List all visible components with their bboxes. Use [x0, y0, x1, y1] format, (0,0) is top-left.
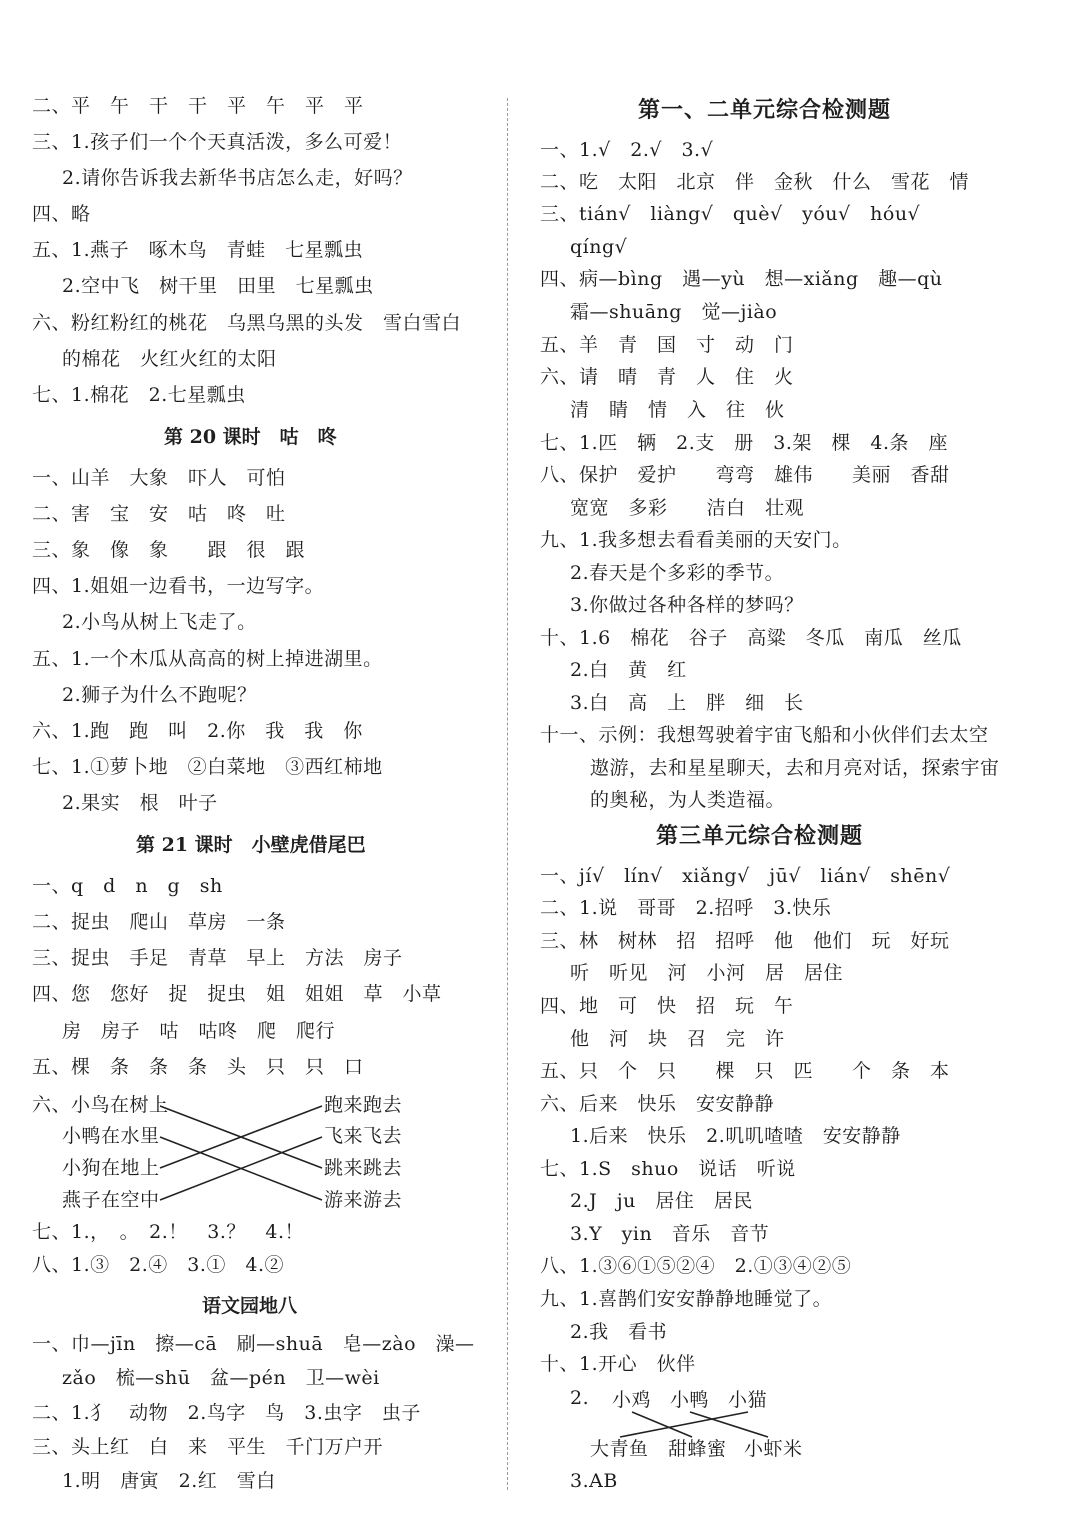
answer-line: 二、吃 太阳 北京 伴 金秋 什么 雪花 情 — [540, 171, 970, 193]
matching-lines — [540, 0, 1060, 1514]
answer-line: 2.果实 根 叶子 — [62, 792, 218, 814]
answer-line: 清 睛 情 入 往 伙 — [570, 399, 785, 421]
answer-line: 1.明 唐寅 2.红 雪白 — [62, 1470, 276, 1492]
answer-line: 一、山羊 大象 吓人 可怕 — [32, 467, 286, 489]
answer-line: 六、1.跑 跑 叫 2.你 我 我 你 — [32, 720, 363, 742]
column-divider — [507, 98, 508, 1490]
answer-line: 五、只 个 只 棵 只 匹 个 条 本 — [540, 1060, 950, 1082]
answer-line: 四、地 可 快 招 玩 午 — [540, 995, 794, 1017]
answer-line: 2.请你告诉我去新华书店怎么走，好吗？ — [62, 167, 413, 189]
answer-line: 他 河 块 召 完 许 — [570, 1028, 785, 1050]
answer-line: 七、1.S shuo 说话 听说 — [540, 1158, 796, 1180]
answer-line: 3.Y yin 音乐 音节 — [570, 1223, 770, 1245]
answer-line: qíng√ — [570, 236, 628, 258]
answer-line: 三、捉虫 手足 青草 早上 方法 房子 — [32, 947, 403, 969]
answer-line: 的奥秘，为人类造福。 — [590, 789, 786, 811]
section-title-lesson-21: 第 21 课时 小壁虎借尾巴 — [136, 834, 366, 856]
match-right-item: 游来游去 — [324, 1189, 403, 1211]
answer-line: 六、后来 快乐 安安静静 — [540, 1093, 775, 1115]
answer-line: 二、1.犭 动物 2.鸟字 鸟 3.虫字 虫子 — [32, 1402, 421, 1424]
answer-line: 三、tián√ liàng√ què√ yóu√ hóu√ — [540, 203, 921, 225]
answer-line: 八、1.③⑥①⑤②④ 2.①③④②⑤ — [540, 1255, 852, 1277]
section-title-unit-3-test: 第三单元综合检测题 — [656, 823, 864, 849]
answer-line: 的棉花 火红火红的太阳 — [62, 348, 277, 370]
answer-line: 1.后来 快乐 2.叽叽喳喳 安安静静 — [570, 1125, 901, 1147]
answer-line: 四、1.姐姐一边看书，一边写字。 — [32, 575, 325, 597]
answer-line: 2.空中飞 树干里 田里 七星瓢虫 — [62, 275, 374, 297]
match-left-item: 燕子在空中 — [62, 1189, 160, 1211]
answer-line: 四、略 — [32, 203, 91, 225]
section-title-garden-8: 语文园地八 — [202, 1295, 298, 1317]
answer-line: 三、头上红 白 来 平生 千门万户开 — [32, 1436, 384, 1458]
answer-line: 二、害 宝 安 咕 咚 吐 — [32, 503, 286, 525]
answer-line: 一、jí√ lín√ xiǎng√ jū√ lián√ shēn√ — [540, 865, 951, 887]
match-bottom-item: 大青鱼 — [590, 1438, 649, 1460]
answer-line: 七、1.， 。 2.！ 3.？ 4.！ — [32, 1221, 305, 1243]
answer-line: 遨游，去和星星聊天，去和月亮对话，探索宇宙 — [590, 757, 1000, 779]
answer-line: 2.小鸟从树上飞走了。 — [62, 611, 257, 633]
answer-line: 七、1.棉花 2.七星瓢虫 — [32, 384, 246, 406]
match-bottom-item: 小虾米 — [744, 1438, 803, 1460]
match-top-item: 小鸡 — [612, 1389, 652, 1411]
answer-line: 九、1.喜鹊们安安静静地睡觉了。 — [540, 1288, 833, 1310]
answer-line: 霜—shuāng 觉—jiào — [570, 301, 778, 323]
match-left-item: 小狗在地上 — [62, 1157, 160, 1179]
answer-line: 三、1.孩子们一个个天真活泼，多么可爱！ — [32, 131, 403, 153]
answer-line: 3.AB — [570, 1470, 618, 1492]
answer-line: 二、1.说 哥哥 2.招呼 3.快乐 — [540, 897, 832, 919]
match-top-item: 小猫 — [728, 1389, 768, 1411]
answer-line: 三、林 树林 招 招呼 他 他们 玩 好玩 — [540, 930, 950, 952]
match-right-item: 跳来跳去 — [324, 1157, 403, 1179]
section-title-lesson-20: 第 20 课时 咕 咚 — [164, 426, 337, 448]
answer-line: 听 听见 河 小河 居 居住 — [570, 962, 844, 984]
answer-line: 2.狮子为什么不跑呢？ — [62, 684, 257, 706]
answer-line: 九、1.我多想去看看美丽的天安门。 — [540, 529, 852, 551]
answer-line: 房 房子 咕 咕咚 爬 爬行 — [62, 1020, 336, 1042]
answer-line: 五、1.一个木瓜从高高的树上掉进湖里。 — [32, 648, 383, 670]
answer-line: 七、1.匹 辆 2.支 册 3.架 棵 4.条 座 — [540, 432, 949, 454]
match-left-item: 六、小鸟在树上 — [32, 1094, 169, 1116]
answer-line: 3.白 高 上 胖 细 长 — [570, 692, 804, 714]
answer-line: 五、羊 青 国 寸 动 门 — [540, 334, 794, 356]
match-left-item: 小鸭在水里 — [62, 1125, 160, 1147]
answer-line: 六、粉红粉红的桃花 乌黑乌黑的头发 雪白雪白 — [32, 312, 462, 334]
answer-line: 五、棵 条 条 条 头 只 只 口 — [32, 1056, 364, 1078]
match-number: 2. — [570, 1387, 590, 1409]
answer-line: 十、1.开心 伙伴 — [540, 1353, 696, 1375]
answer-line: 四、病—bìng 遇—yù 想—xiǎng 趣—qù — [540, 268, 943, 290]
answer-line: 一、巾—jīn 擦—cā 刷—shuā 皂—zào 澡— — [32, 1333, 475, 1355]
answer-line: 二、平 午 干 干 平 午 平 平 — [32, 95, 364, 117]
section-title-unit-1-2-test: 第一、二单元综合检测题 — [638, 97, 892, 123]
answer-line: zǎo 梳—shū 盆—pén 卫—wèi — [62, 1367, 380, 1389]
answer-line: 宽宽 多彩 洁白 壮观 — [570, 497, 805, 519]
answer-line: 3.你做过各种各样的梦吗？ — [570, 594, 804, 616]
matching-lines — [32, 0, 482, 1300]
answer-line: 五、1.燕子 啄木鸟 青蛙 七星瓢虫 — [32, 239, 364, 261]
answer-line: 三、象 像 象 跟 很 跟 — [32, 539, 306, 561]
answer-line: 四、您 您好 捉 捉虫 姐 姐姐 草 小草 — [32, 983, 442, 1005]
match-right-item: 飞来飞去 — [324, 1125, 403, 1147]
answer-line: 2.白 黄 红 — [570, 659, 687, 681]
match-top-item: 小鸭 — [670, 1389, 710, 1411]
answer-line: 一、q d n g sh — [32, 875, 223, 897]
match-right-item: 跑来跑去 — [324, 1094, 403, 1116]
answer-line: 六、请 晴 青 人 住 火 — [540, 366, 794, 388]
answer-line: 一、1.√ 2.√ 3.√ — [540, 139, 714, 161]
answer-line: 八、保护 爱护 弯弯 雄伟 美丽 香甜 — [540, 464, 950, 486]
answer-line: 十一、示例：我想驾驶着宇宙飞船和小伙伴们去太空 — [540, 724, 989, 746]
answer-line: 2.我 看书 — [570, 1321, 668, 1343]
match-bottom-item: 甜蜂蜜 — [668, 1438, 727, 1460]
answer-line: 八、1.③ 2.④ 3.① 4.② — [32, 1254, 285, 1276]
answer-line: 二、捉虫 爬山 草房 一条 — [32, 911, 286, 933]
answer-line: 2.春天是个多彩的季节。 — [570, 562, 785, 584]
answer-line: 2.J ju 居住 居民 — [570, 1190, 753, 1212]
answer-line: 七、1.①萝卜地 ②白菜地 ③西红柿地 — [32, 756, 383, 778]
answer-line: 十、1.6 棉花 谷子 高粱 冬瓜 南瓜 丝瓜 — [540, 627, 962, 649]
